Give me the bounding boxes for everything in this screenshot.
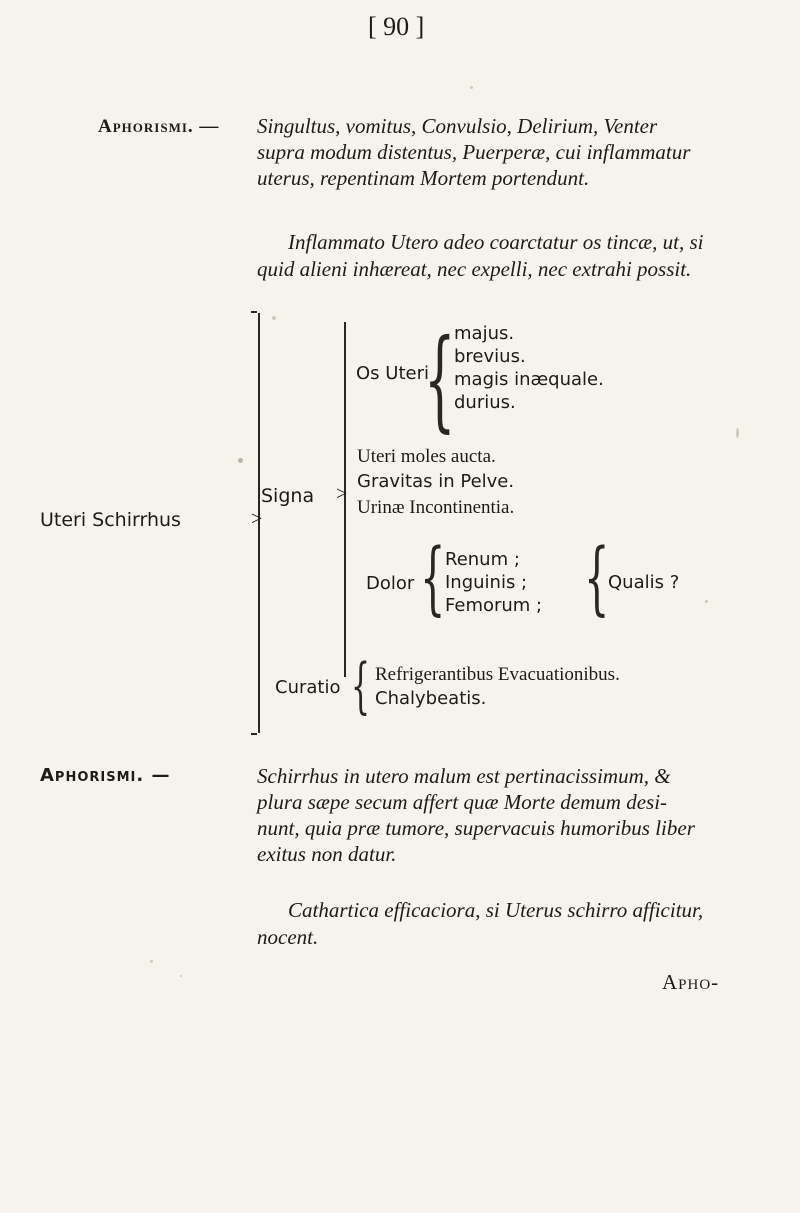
paper-speck bbox=[705, 600, 708, 603]
paper-speck bbox=[470, 86, 473, 89]
dolor-label: Dolor bbox=[366, 573, 415, 594]
curatio-item: Refrigerantibus Evacuationibus. bbox=[375, 664, 620, 685]
page-number: [ 90 ] bbox=[368, 12, 425, 41]
aphorism-line: Inflammato Utero adeo coarctatur os tincæ, ut, si bbox=[288, 230, 704, 254]
aphorism-line: exitus non datur. bbox=[257, 842, 397, 866]
aphorism-line: uterus, repentinam Mortem portendunt. bbox=[257, 166, 590, 190]
diagram-root-label: Uteri Schirrhus bbox=[40, 509, 181, 531]
os-uteri-label: Os Uteri bbox=[356, 363, 429, 384]
signa-label: Signa bbox=[261, 485, 315, 507]
aphorism-line: supra modum distentus, Puerperæ, cui inflammatur bbox=[257, 140, 691, 164]
aphorism-label: Aphorismi. — bbox=[40, 765, 171, 786]
curatio-item: Chalybeatis. bbox=[375, 688, 487, 709]
aphorism-line: Cathartica efficaciora, si Uterus schirro afficitur, bbox=[288, 898, 704, 922]
dolor-item: Inguinis ; bbox=[445, 572, 528, 593]
paper-speck bbox=[272, 316, 276, 320]
outer-bracket-bottom bbox=[251, 733, 257, 735]
outer-bracket-point: > bbox=[251, 508, 263, 530]
paper-speck bbox=[180, 975, 182, 977]
sign-item: Urinæ Incontinentia. bbox=[357, 497, 515, 518]
paper-speck bbox=[736, 428, 739, 438]
sign-item: Uteri moles aucta. bbox=[357, 446, 496, 467]
os-uteri-item: magis inæquale. bbox=[454, 369, 604, 390]
aphorism-label: Aphorismi. — bbox=[98, 116, 220, 137]
aphorism-line: Singultus, vomitus, Convulsio, Delirium, Venter bbox=[257, 114, 658, 138]
qualis-brace: { bbox=[584, 531, 610, 624]
os-uteri-brace: { bbox=[424, 315, 456, 443]
os-uteri-item: brevius. bbox=[454, 346, 526, 367]
dolor-item: Femorum ; bbox=[445, 595, 543, 616]
aphorism-line: nunt, quia præ tumore, supervacuis humoribus liber bbox=[257, 816, 695, 840]
signa-bracket-point: > bbox=[336, 483, 348, 505]
dolor-item: Renum ; bbox=[445, 549, 520, 570]
paper-speck bbox=[150, 960, 153, 963]
aphorism-line: nocent. bbox=[257, 925, 319, 949]
os-uteri-item: durius. bbox=[454, 392, 516, 413]
aphorism-line: quid alieni inhæreat, nec expelli, nec extrahi possit. bbox=[257, 257, 692, 281]
dolor-brace: { bbox=[420, 531, 446, 624]
qualis-label: Qualis ? bbox=[608, 572, 680, 593]
outer-bracket-top bbox=[251, 311, 257, 313]
curatio-brace: { bbox=[351, 651, 371, 721]
catchword: Apho- bbox=[662, 970, 720, 994]
aphorism-line: Schirrhus in utero malum est pertinacissimum, & bbox=[257, 764, 671, 788]
sign-item: Gravitas in Pelve. bbox=[357, 471, 515, 492]
paper-speck bbox=[238, 458, 243, 463]
aphorism-line: plura sæpe secum affert quæ Morte demum desi- bbox=[257, 790, 668, 814]
curatio-label: Curatio bbox=[275, 677, 341, 698]
os-uteri-item: majus. bbox=[454, 323, 515, 344]
